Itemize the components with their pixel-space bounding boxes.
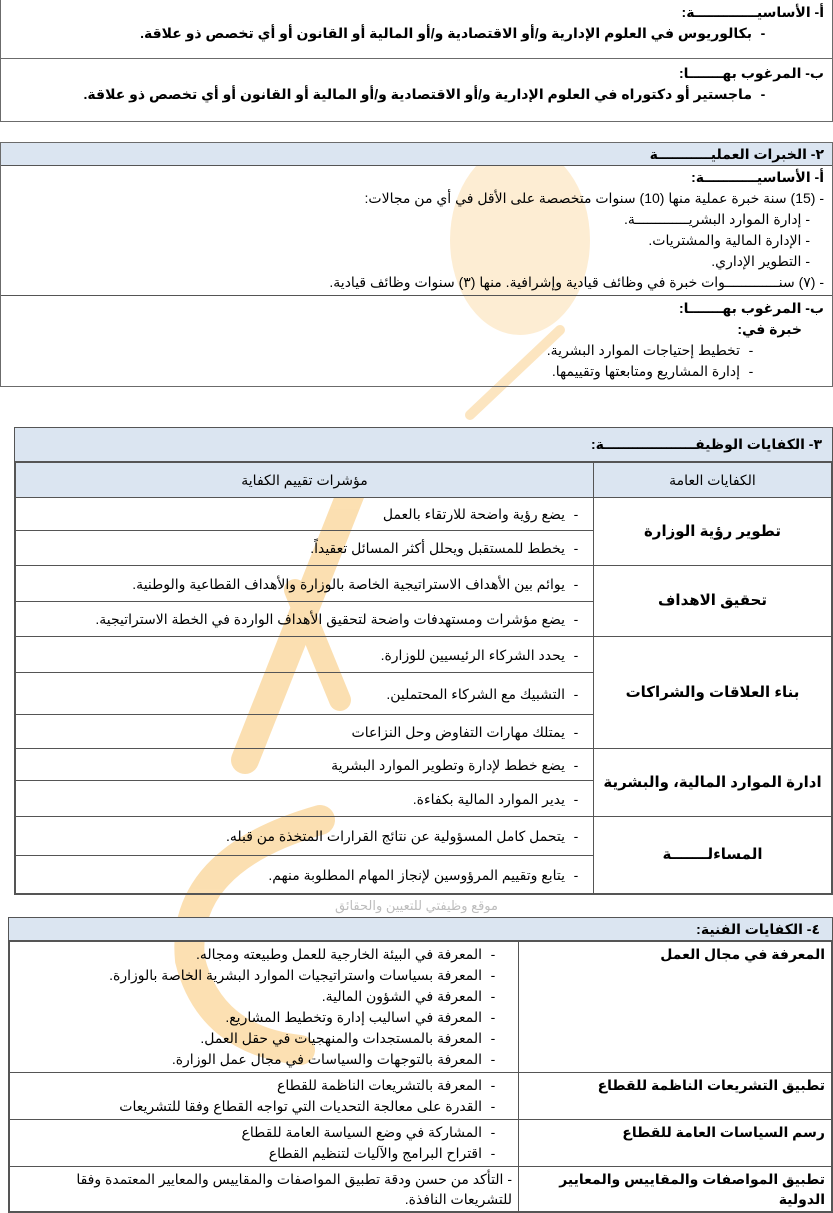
technical-item: -المعرفة بالتوجهات والسياسات في مجال عمل الوزارة. (171, 1051, 496, 1067)
experience-desired-item: -إدارة المشاريع ومتابعتها وتقييمها. (9, 361, 824, 382)
bullet-dash: - (748, 363, 754, 379)
qualifications-basic-item: -بكالوريوس في العلوم الإدارية و/أو الاقتصادية و/أو المالية أو القانون أو أي تخصص ذو علاقة. (9, 23, 824, 44)
bullet-dash: - (760, 25, 766, 41)
experience-field: - التطوير الإداري. (711, 253, 810, 269)
technical-competency-name: رسم السياسات العامة للقطاع (519, 1120, 832, 1167)
experience-field: - الإدارة المالية والمشتريات. (648, 232, 810, 248)
indicator-item: -يتحمل كامل المسؤولية عن نتائج القرارات المتخذة من قبله. (16, 817, 594, 856)
qualifications-basic-box (0, 0, 833, 59)
qualifications-desired-label: ب- المرغوب بهـــــــا: (679, 65, 824, 81)
experience-leadership: - (٧) سنـــــــــــــوات خبرة في وظائف قيادية وإشرافية. منها (٣) سنوات وظائف قيادية. (329, 274, 824, 290)
technical-item: -المعرفة في اساليب إدارة وتخطيط المشاريع. (225, 1009, 496, 1025)
technical-items (10, 1120, 519, 1167)
table-row (16, 498, 832, 531)
indicator-item: -يتابع وتقييم المرؤوسين لإنجاز المهام المطلوبة منهم. (16, 856, 594, 894)
technical-item: - التأكد من حسن ودقة تطبيق المواصفات والمقاييس والمعايير المعتمدة وفقا للتشريعات النافذة. (10, 1167, 519, 1212)
experience-desired-sub: خبرة في: (737, 321, 802, 337)
competency-name: ادارة الموارد المالية، والبشرية (594, 749, 832, 817)
table-row (16, 817, 832, 856)
technical-competency-name: المعرفة في مجال العمل (519, 942, 832, 1073)
competency-name: بناء العلاقات والشراكات (594, 637, 832, 749)
bullet-dash: - (760, 86, 766, 102)
experience-section (0, 142, 833, 387)
technical-item: -المعرفة بالتشريعات الناظمة للقطاع (276, 1077, 496, 1093)
qualifications-desired-box (0, 59, 833, 122)
technical-title: ٤- الكفايات الفنية: (9, 918, 832, 941)
indicator-item: -يضع مؤشرات ومستهدفات واضحة لتحقيق الأهداف الواردة في الخطة الاستراتيجية. (16, 602, 594, 637)
technical-item: -المعرفة في البيئة الخارجية للعمل وطبيعته ومجاله. (196, 946, 496, 962)
qualifications-basic-label: أ- الأساسيـــــــــــــة: (681, 4, 824, 20)
indicator-item: -يضع خطط لإدارة وتطوير الموارد البشرية (16, 749, 594, 781)
experience-desired-item: -تخطيط إحتياجات الموارد البشرية. (9, 340, 824, 361)
experience-desired-label: ب- المرغوب بهـــــــا: (679, 300, 824, 316)
experience-title: ٢- الخبرات العمليـــــــــــة (1, 143, 832, 166)
indicator-item: -يدير الموارد المالية بكفاءة. (16, 781, 594, 817)
technical-items (10, 942, 519, 1073)
functional-title: ٣- الكفايات الوظيفـــــــــــــــــــة: (15, 428, 832, 462)
functional-table (15, 462, 832, 894)
functional-section (14, 427, 833, 895)
indicator-item: -يحدد الشركاء الرئيسيين للوزارة. (16, 637, 594, 673)
table-row (16, 749, 832, 781)
technical-competency-name: تطبيق التشريعات الناظمة للقطاع (519, 1073, 832, 1120)
experience-basic-label: أ- الأساسيـــــــــــة: (691, 169, 824, 185)
competency-name: تحقيق الاهداف (594, 566, 832, 637)
experience-field: - إدارة الموارد البشريـــــــــــــة. (623, 211, 810, 227)
table-row (10, 1073, 832, 1120)
technical-competency-name: تطبيق المواصفات والمقاييس والمعايير الدولية (519, 1167, 832, 1212)
table-row (16, 637, 832, 673)
table-row (16, 566, 832, 602)
technical-table (9, 941, 832, 1212)
competency-name: المساءلـــــــة (594, 817, 832, 894)
watermark-text: موقع وظيفتي للتعيين والحقائق (335, 898, 498, 913)
experience-basic-intro: - (15) سنة خبرة عملية منها (10) سنوات متخصصة على الأقل في أي من مجالات: (364, 190, 824, 206)
indicator-item: -يوائم بين الأهداف الاستراتيجية الخاصة بالوزارة والأهداف القطاعية والوطنية. (16, 566, 594, 602)
indicator-item: -يضع رؤية واضحة للارتقاء بالعمل (16, 498, 594, 531)
technical-item: -المعرفة بسياسات واستراتيجيات الموارد البشرية الخاصة بالوزارة. (109, 967, 496, 983)
bullet-dash: - (748, 342, 754, 358)
indicator-item: -يمتلك مهارات التفاوض وحل النزاعات (16, 715, 594, 749)
technical-item: -المشاركة في وضع السياسة العامة للقطاع (241, 1124, 496, 1140)
technical-item: -اقتراح البرامج والآليات لتنظيم القطاع (268, 1145, 496, 1161)
col-general-header: الكفايات العامة (594, 463, 832, 498)
qualifications-desired-item: -ماجستير أو دكتوراه في العلوم الإدارية و/أو الاقتصادية و/أو المالية أو القانون أو أي تخصص ذو علاقة. (9, 84, 824, 105)
table-row (10, 942, 832, 1073)
table-row (10, 1167, 832, 1212)
technical-section (8, 917, 833, 1213)
technical-items (10, 1073, 519, 1120)
col-indicators-header: مؤشرات تقييم الكفاية (16, 463, 594, 498)
indicator-item: -التشبيك مع الشركاء المحتملين. (16, 673, 594, 715)
indicator-item: -يخطط للمستقبل ويحلل أكثر المسائل تعقيداً. (16, 531, 594, 566)
competency-name: تطوير رؤية الوزارة (594, 498, 832, 566)
table-row (10, 1120, 832, 1167)
technical-item: -المعرفة في الشؤون المالية. (321, 988, 496, 1004)
technical-item: -المعرفة بالمستجدات والمنهجيات في حقل العمل. (200, 1030, 496, 1046)
functional-header-row (16, 463, 832, 498)
technical-item: -القدرة على معالجة التحديات التي تواجه القطاع وفقا للتشريعات (119, 1098, 496, 1114)
